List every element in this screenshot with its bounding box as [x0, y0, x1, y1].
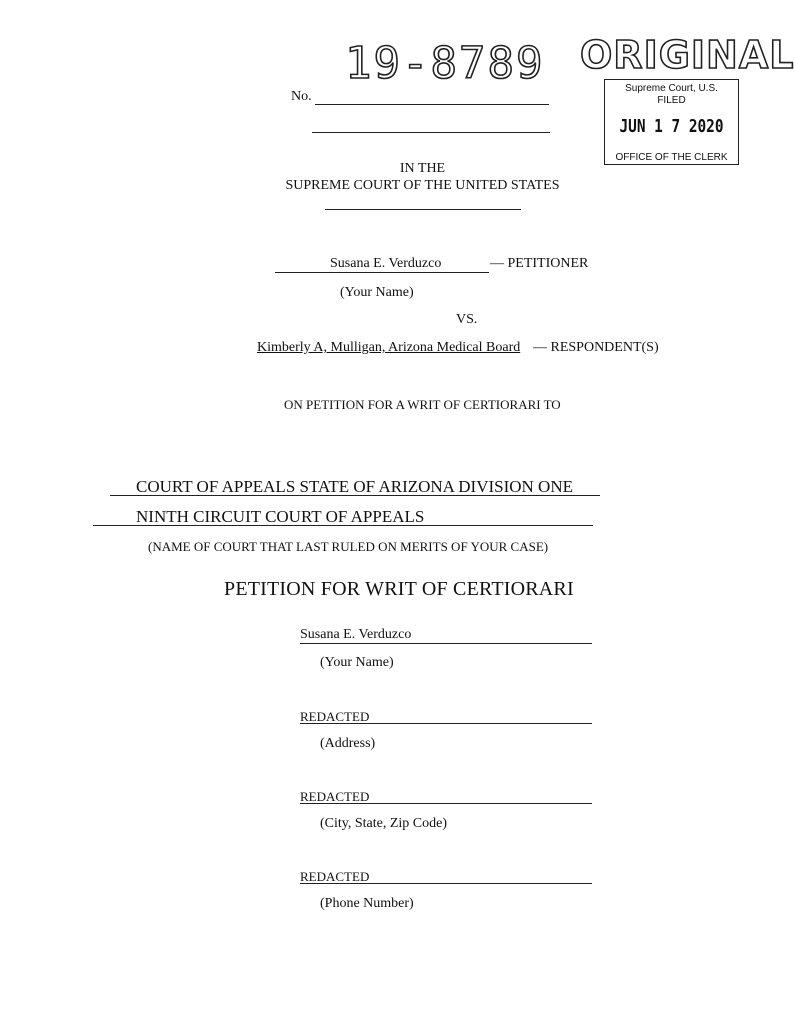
- court-name: SUPREME COURT OF THE UNITED STATES: [285, 178, 560, 193]
- docket-no-label: No.: [291, 89, 312, 104]
- petitioner-name: Susana E. Verduzco: [330, 256, 442, 271]
- petitioner-hint: (Your Name): [340, 285, 414, 300]
- court-rule: [325, 209, 521, 210]
- in-the: IN THE: [399, 161, 446, 176]
- lower-court-1: COURT OF APPEALS STATE OF ARIZONA DIVISION ONE: [136, 477, 573, 496]
- petitioner-role: — PETITIONER: [490, 256, 589, 271]
- original-stamp: ORIGINAL: [580, 33, 794, 77]
- contact-city-rule: [300, 803, 592, 804]
- stamp-office: OFFICE OF THE CLERK: [615, 152, 728, 163]
- contact-phone-rule: [300, 883, 592, 884]
- lower-court-hint: (NAME OF COURT THAT LAST RULED ON MERITS OF YOUR CASE): [148, 539, 549, 554]
- lower-court-2: NINTH CIRCUIT COURT OF APPEALS: [136, 507, 425, 526]
- contact-address-rule: [300, 723, 592, 724]
- lower-court-1-rule: [110, 495, 600, 496]
- contact-name: Susana E. Verduzco: [300, 627, 412, 642]
- contact-name-hint: (Your Name): [320, 655, 394, 670]
- contact-name-rule: [300, 643, 592, 644]
- docket-rule: [315, 104, 549, 105]
- contact-city: REDACTED: [300, 789, 370, 804]
- document-title: PETITION FOR WRIT OF CERTIORARI: [224, 578, 574, 600]
- stamp-filed: FILED: [657, 95, 686, 106]
- contact-address: REDACTED: [300, 709, 370, 724]
- petitioner-rule: [275, 272, 489, 273]
- stamp-court-line: Supreme Court, U.S.: [625, 83, 718, 94]
- docket-number: 19-8789: [345, 38, 545, 89]
- lower-court-2-rule: [93, 525, 593, 526]
- petition-to: ON PETITION FOR A WRIT OF CERTIORARI TO: [284, 397, 561, 412]
- respondent-role: — RESPONDENT(S): [533, 340, 659, 355]
- contact-phone-hint: (Phone Number): [320, 896, 414, 911]
- contact-phone: REDACTED: [300, 869, 370, 884]
- filed-stamp: [604, 79, 739, 165]
- docket-rule-2: [312, 132, 550, 133]
- stamp-date: JUN 1 7 2020: [619, 116, 724, 137]
- respondent-name: Kimberly A, Mulligan, Arizona Medical Board: [257, 340, 521, 355]
- contact-address-hint: (Address): [320, 736, 376, 751]
- vs-label: VS.: [456, 312, 478, 327]
- contact-city-hint: (City, State, Zip Code): [320, 816, 448, 831]
